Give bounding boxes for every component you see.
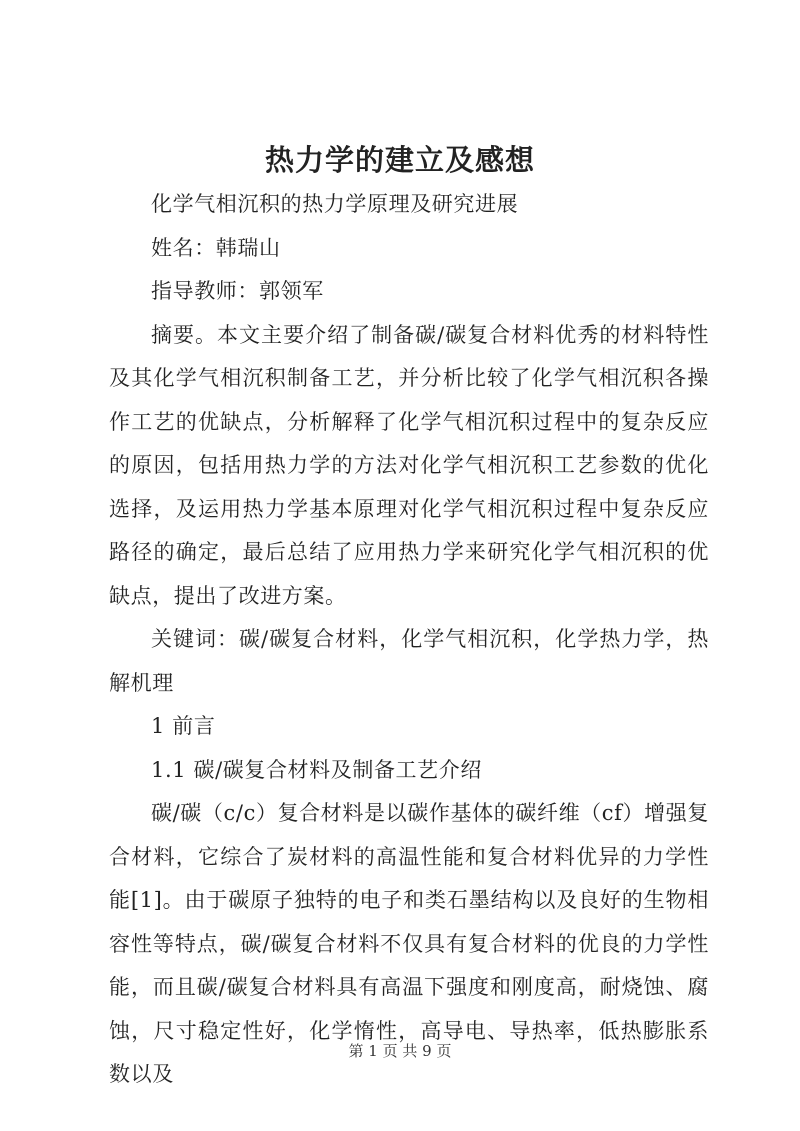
keywords-paragraph: 关键词：碳/碳复合材料，化学气相沉积，化学热力学，热解机理 (109, 627, 709, 695)
document-body (109, 183, 709, 1097)
body-paragraph: 碳/碳（c/c）复合材料是以碳作基体的碳纤维（cf）增强复合材料，它综合了炭材料的高温性能和复合材料优异的力学性能[1]。由于碳原子独特的电子和类石墨结构以及良好的生物相容性等特点，碳/碳复合材料不仅具有复合材料的优良的力学性能，而且碳/碳复合材料具有高温下强度和刚度高，耐烧蚀、腐蚀，尺寸稳定性好，化学惰性，高导电、导热率，低热膨胀系数以及 (109, 801, 709, 1086)
abstract-paragraph: 摘要。本文主要介绍了制备碳/碳复合材料优秀的材料特性及其化学气相沉积制备工艺，并分析比较了化学气相沉积各操作工艺的优缺点，分析解释了化学气相沉积过程中的复杂反应的原因，包括用热力学的方法对化学气相沉积工艺参数的优化选择，及运用热力学基本原理对化学气相沉积过程中复杂反应路径的确定，最后总结了应用热力学来研究化学气相沉积的优缺点，提出了改进方案。 (109, 322, 709, 608)
document-title: 热力学的建立及感想 (264, 143, 535, 177)
section-heading: 1 前言 (151, 714, 216, 738)
advisor-paragraph: 指导教师：郭领军 (151, 279, 324, 303)
page-footer: 第 1 页 共 9 页 (348, 1042, 452, 1060)
subsection-heading: 1.1 碳/碳复合材料及制备工艺介绍 (151, 757, 482, 782)
author-paragraph: 姓名：韩瑞山 (151, 235, 281, 260)
paper-title-paragraph: 化学气相沉积的热力学原理及研究进展 (151, 192, 519, 216)
